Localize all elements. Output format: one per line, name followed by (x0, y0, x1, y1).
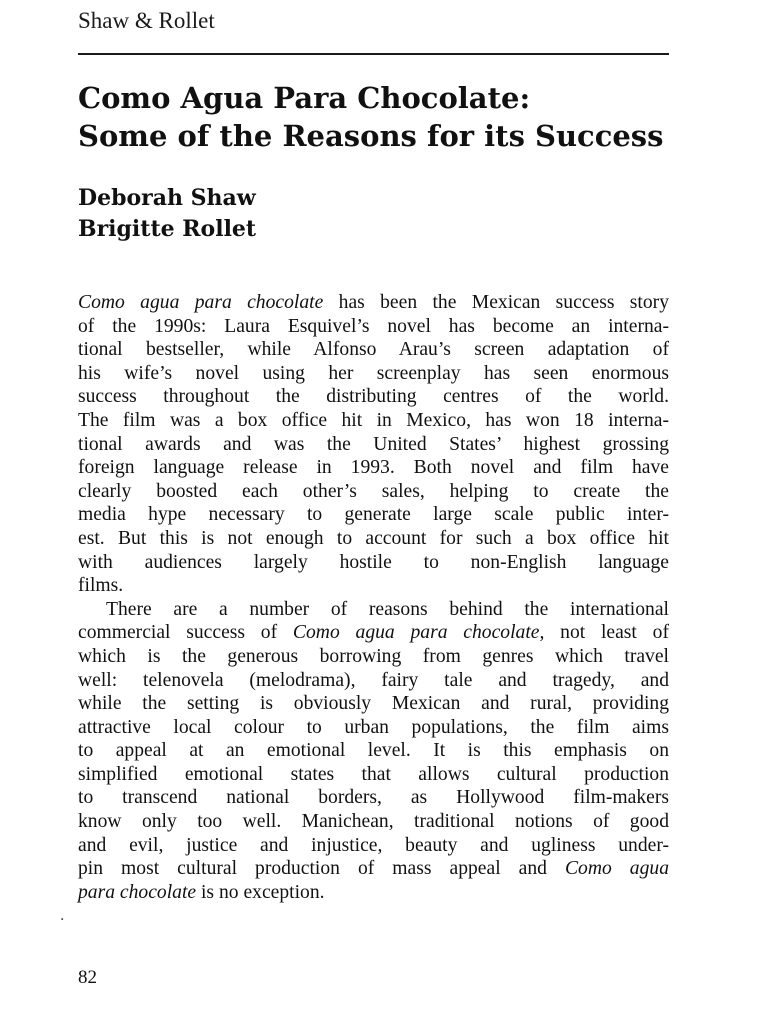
text-run: to appeal at an emotional level. It is this emphasis on (78, 740, 669, 762)
text-line (78, 621, 669, 645)
stray-mark: . (60, 908, 65, 924)
text-run: is no exception. (196, 881, 325, 903)
text-line (78, 409, 669, 433)
text-run: know only too well. Manichean, traditional notions of good (78, 811, 669, 833)
text-line (78, 739, 669, 763)
text-line (78, 480, 669, 504)
text-run: tional awards and was the United States’ highest grossing (78, 433, 669, 455)
paragraph-1 (78, 291, 669, 598)
text-run: media hype necessary to generate large scale public inter- (78, 504, 669, 526)
text-line (78, 834, 669, 858)
text-line (78, 692, 669, 716)
text-run: to transcend national borders, as Hollywood film-makers (78, 787, 669, 809)
author-name: Deborah Shaw (78, 185, 256, 211)
text-line (78, 786, 669, 810)
text-run: has been the Mexican success story (323, 292, 669, 313)
text-line (78, 527, 669, 551)
text-line (78, 857, 669, 881)
text-line (78, 645, 669, 669)
article-title (78, 79, 678, 155)
body-text (78, 291, 669, 904)
text-run: which is the generous borrowing from genres which travel (78, 645, 669, 667)
text-run: well: telenovela (melodrama), fairy tale and tragedy, and (78, 669, 669, 691)
text-line (78, 598, 669, 622)
text-run: attractive local colour to urban populations, the film aims (78, 716, 669, 738)
text-run: while the setting is obviously Mexican and rural, providing (78, 693, 669, 715)
text-run: There are a number of reasons behind the international (106, 598, 669, 620)
text-line (78, 291, 669, 315)
text-line (78, 763, 669, 787)
text-run: tional bestseller, while Alfonso Arau’s screen adaptation of (78, 339, 669, 361)
text-line (78, 669, 669, 693)
text-line (78, 551, 669, 575)
text-line (78, 716, 669, 740)
text-run: his wife’s novel using her screenplay has seen enormous (78, 362, 669, 384)
running-head: Shaw & Rollet (78, 8, 215, 33)
italic-title: Como agua para chocolate (78, 292, 324, 313)
text-run: clearly boosted each other’s sales, helping to create the (78, 480, 669, 502)
text-run: est. But this is not enough to account for such a box office hit (78, 527, 669, 549)
text-line (78, 810, 669, 834)
paragraph-2 (78, 598, 669, 905)
title-line-2: Some of the Reasons for its Success (78, 119, 664, 153)
text-run: with audiences largely hostile to non-English language (78, 551, 669, 573)
text-line (78, 338, 669, 362)
text-line (78, 574, 669, 598)
text-line (78, 881, 669, 905)
page-number: 82 (78, 967, 97, 988)
text-line (78, 385, 669, 409)
text-run: commercial success of (78, 622, 293, 644)
italic-title: Como agua para chocolate, (292, 622, 545, 644)
author-name: Brigitte Rollet (78, 216, 257, 242)
text-run: and evil, justice and injustice, beauty and ugliness under- (78, 834, 669, 856)
header-rule (78, 53, 669, 55)
text-line (78, 315, 669, 339)
text-line (78, 503, 669, 527)
text-run: simplified emotional states that allows cultural production (78, 763, 669, 785)
italic-title: Como agua (564, 858, 669, 880)
text-run: of the 1990s: Laura Esquivel’s novel has become an interna- (78, 315, 669, 337)
text-run: not least of (544, 622, 669, 644)
text-run: films. (78, 575, 124, 597)
author-list (78, 183, 256, 245)
text-run: pin most cultural production of mass appeal and (78, 858, 565, 880)
title-line-1: Como Agua Para Chocolate: (78, 81, 531, 115)
text-line (78, 433, 669, 457)
text-run: foreign language release in 1993. Both novel and film have (78, 457, 669, 479)
text-run: success throughout the distributing centres of the world. (78, 386, 669, 408)
text-line (78, 362, 669, 386)
text-run: The film was a box office hit in Mexico, has won 18 interna- (78, 409, 669, 431)
italic-title: para chocolate (78, 881, 197, 903)
text-line (78, 456, 669, 480)
